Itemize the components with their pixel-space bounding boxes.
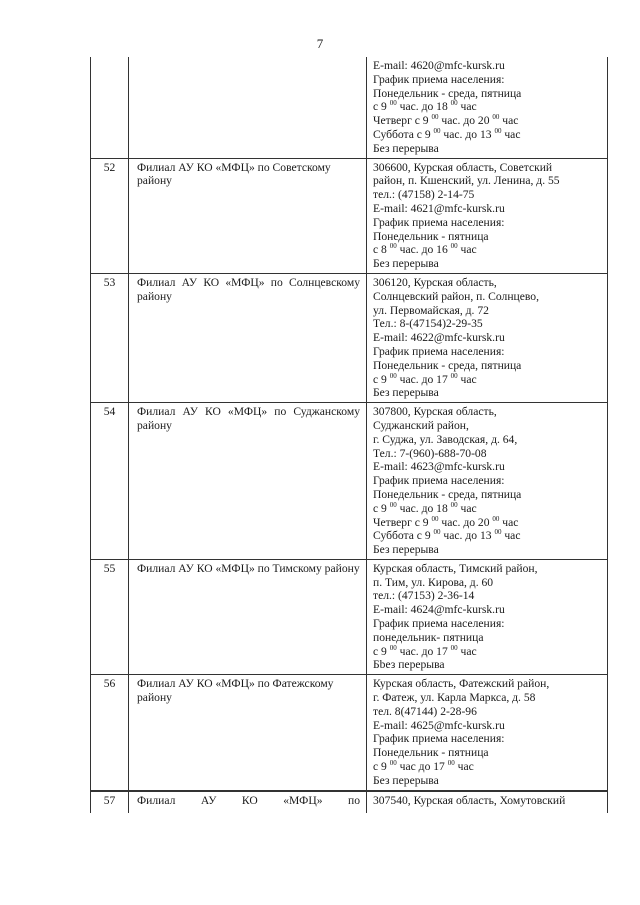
row-number: 52	[91, 159, 129, 273]
contact-line: Бbез перерыва	[373, 658, 445, 672]
contact-line: 307540, Курская область, Хомутовский	[373, 793, 566, 807]
contact-line: Без перерыва	[373, 257, 439, 271]
contact-line: E-mail: 4621@mfc-kursk.ru	[373, 201, 505, 215]
contact-line: E-mail: 4622@mfc-kursk.ru	[373, 331, 505, 345]
table-row	[91, 403, 607, 560]
contact-line: Солнцевский район, п. Солнцево,	[373, 289, 539, 303]
contact-line: с 9 $^{00}$ час. до 18 $^{00}$ час	[373, 500, 477, 515]
contact-line: Курская область, Тимский район,	[373, 561, 538, 575]
branch-name: Филиал АУ КО «МФЦ» по Суджанскому району	[129, 403, 367, 559]
contact-line: E-mail: 4624@mfc-kursk.ru	[373, 603, 505, 617]
contact-line: с 9 $^{00}$ час до 17 $^{00}$ час	[373, 759, 474, 774]
contact-line: Суббота с 9 $^{00}$ час. до 13 $^{00}$ час	[373, 528, 521, 543]
contact-line: п. Тим, ул. Кирова, д. 60	[373, 575, 494, 589]
row-number: 56	[91, 675, 129, 789]
contact-line: E-mail: 4625@mfc-kursk.ru	[373, 718, 505, 732]
contact-line: График приема населения:	[373, 617, 505, 631]
contact-line: с 9 $^{00}$ час. до 17 $^{00}$ час	[373, 371, 477, 386]
branch-contacts	[367, 403, 607, 559]
table-row	[91, 675, 607, 790]
contact-line: с 9 $^{00}$ час. до 17 $^{00}$ час	[373, 643, 477, 658]
contact-line: График приема населения:	[373, 215, 505, 229]
contact-line: Без перерыва	[373, 543, 439, 557]
contact-line: тел. 8(47144) 2-28-96	[373, 704, 477, 718]
contact-line: 306600, Курская область, Советский	[373, 160, 553, 174]
contact-line: Понедельник - среда, пятница	[373, 358, 522, 372]
contact-line: с 9 $^{00}$ час. до 18 $^{00}$ час	[373, 99, 477, 114]
contact-line: Понедельник - пятница	[373, 229, 489, 243]
branch-name: Филиал АУ КО «МФЦ» по Солнцевскому району	[129, 274, 367, 402]
row-number: 54	[91, 403, 129, 559]
contact-line: тел.: (47158) 2-14-75	[373, 188, 475, 202]
row-number: 57	[91, 792, 129, 813]
table-row	[91, 274, 607, 403]
branch-name: Филиал АУ КО «МФЦ» по Советскому району	[129, 159, 367, 273]
branch-contacts	[367, 274, 607, 402]
contact-line: г. Фатеж, ул. Карла Маркса, д. 58	[373, 691, 536, 705]
contact-line: График приема населения:	[373, 344, 505, 358]
branch-contacts	[367, 560, 607, 674]
contact-line: понедельник- пятница	[373, 630, 484, 644]
contact-line: E-mail: 4620@mfc-kursk.ru	[373, 59, 505, 72]
contact-line: Понедельник - среда, пятница	[373, 487, 522, 501]
contact-line: Понедельник - среда, пятница	[373, 86, 522, 100]
contact-line: Понедельник - пятница	[373, 746, 489, 760]
contact-line: Тел.: 8-(47154)2-29-35	[373, 317, 483, 331]
row-number: 55	[91, 560, 129, 674]
contact-line: Курская область, Фатежский район,	[373, 677, 550, 691]
row-number	[91, 57, 129, 158]
contact-line: Без перерыва	[373, 386, 439, 400]
contact-line: График приема населения:	[373, 72, 505, 86]
contact-line: Тел.: 7-(960)-688-70-08	[373, 446, 487, 460]
contact-line: График приема населения:	[373, 474, 505, 488]
branch-name: Филиал АУ КО «МФЦ» по Тимскому району	[129, 560, 367, 674]
branch-contacts	[367, 159, 607, 273]
branches-table	[90, 57, 608, 813]
contact-line: Без перерыва	[373, 773, 439, 787]
contact-line: 306120, Курская область,	[373, 275, 497, 289]
branch-name	[129, 57, 367, 158]
table-row	[91, 791, 607, 813]
branch-contacts	[367, 57, 607, 158]
contact-line: E-mail: 4623@mfc-kursk.ru	[373, 460, 505, 474]
contact-line: район, п. Кшенский, ул. Ленина, д. 55	[373, 174, 560, 188]
contact-line: г. Суджа, ул. Заводская, д. 64,	[373, 432, 518, 446]
branch-contacts	[367, 792, 607, 813]
contact-line: Четверг с 9 $^{00}$ час. до 20 $^{00}$ час	[373, 514, 519, 529]
contact-line: Суджанский район,	[373, 418, 469, 432]
table-row	[91, 57, 607, 159]
row-number: 53	[91, 274, 129, 402]
table-row	[91, 560, 607, 675]
branch-name: Филиал АУ КО «МФЦ» по Фатежскому району	[129, 675, 367, 789]
contact-line: 307800, Курская область,	[373, 405, 497, 419]
contact-line: Суббота с 9 $^{00}$ час. до 13 $^{00}$ час	[373, 126, 521, 141]
branch-name: Филиал АУ КО «МФЦ» по	[129, 792, 367, 813]
contact-line: с 8 $^{00}$ час. до 16 $^{00}$ час	[373, 242, 477, 257]
contact-line: Четверг с 9 $^{00}$ час. до 20 $^{00}$ час	[373, 113, 519, 128]
table-row	[91, 159, 607, 274]
page-number: 7	[316, 36, 324, 51]
contact-line: ул. Первомайская, д. 72	[373, 303, 489, 317]
contact-line: Без перерыва	[373, 141, 439, 155]
contact-line: График приема населения:	[373, 732, 505, 746]
branch-contacts	[367, 675, 607, 789]
contact-line: тел.: (47153) 2-36-14	[373, 589, 475, 603]
